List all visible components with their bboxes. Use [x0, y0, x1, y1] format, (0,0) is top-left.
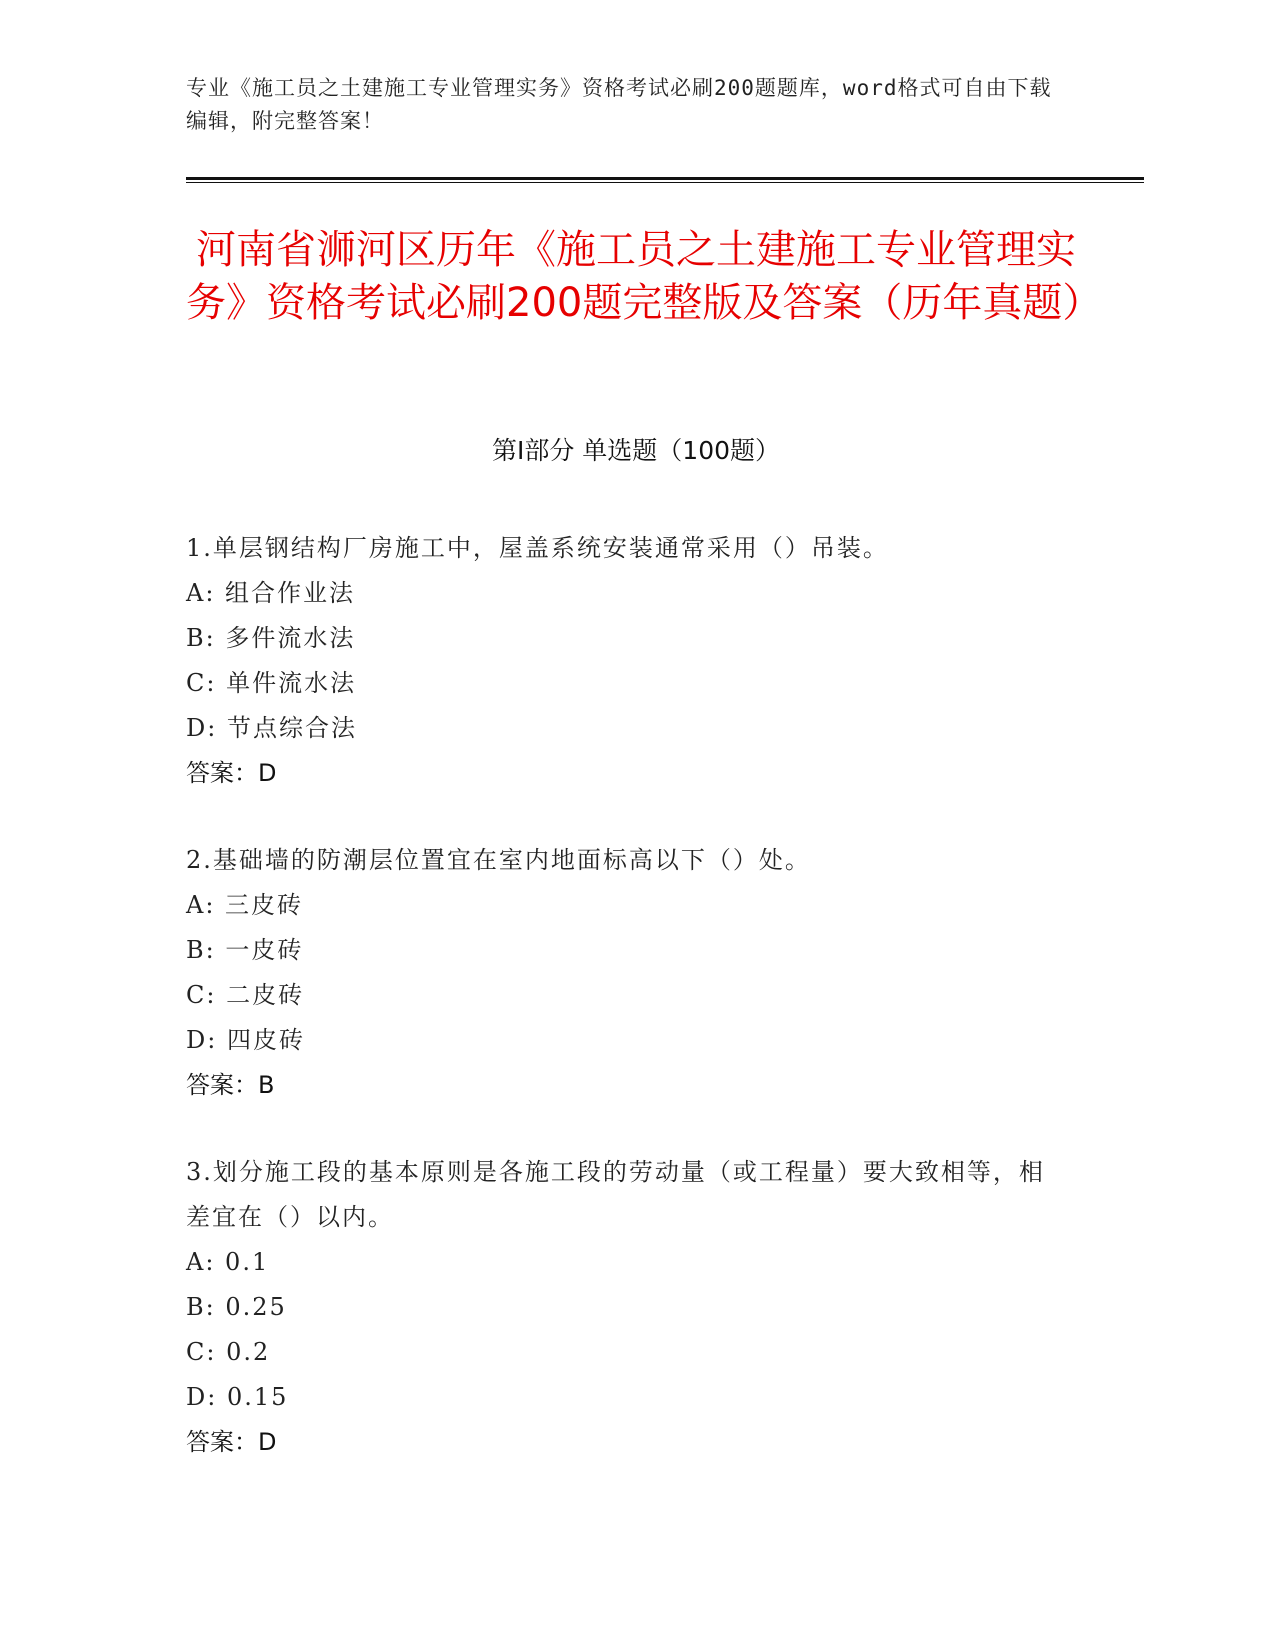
- header-note: 专业《施工员之土建施工专业管理实务》资格考试必刷200题题库，word格式可自由下载编辑，附完整答案！: [186, 76, 1052, 133]
- answer: 答案：D: [186, 759, 277, 787]
- question-1: [186, 526, 1066, 796]
- answer: 答案：B: [186, 1071, 275, 1099]
- header-rule-thin: [186, 182, 1144, 183]
- question-stem: 1.单层钢结构厂房施工中，屋盖系统安装通常采用（）吊装。: [186, 534, 889, 562]
- question-3: [186, 1150, 1066, 1465]
- option-b: B: 一皮砖: [186, 936, 304, 964]
- question-stem: 3.划分施工段的基本原则是各施工段的劳动量（或工程量）要大致相等，相差宜在（）以内。: [186, 1158, 1045, 1231]
- option-b: B: 多件流水法: [186, 624, 356, 652]
- answer: 答案：D: [186, 1428, 277, 1456]
- question-list: [186, 526, 1066, 1507]
- option-d: D: 0.15: [186, 1383, 289, 1411]
- option-d: D: 节点综合法: [186, 714, 357, 742]
- question-stem: 2.基础墙的防潮层位置宜在室内地面标高以下（）处。: [186, 846, 811, 874]
- option-a: A: 组合作业法: [186, 579, 356, 607]
- question-2: [186, 838, 1066, 1108]
- option-c: C: 单件流水法: [186, 669, 357, 697]
- section-heading: 第I部分 单选题（100题）: [491, 436, 781, 465]
- option-c: C: 0.2: [186, 1338, 271, 1366]
- option-c: C: 二皮砖: [186, 981, 305, 1009]
- option-b: B: 0.25: [186, 1293, 287, 1321]
- option-a: A: 0.1: [186, 1248, 270, 1276]
- option-d: D: 四皮砖: [186, 1026, 305, 1054]
- option-a: A: 三皮砖: [186, 891, 304, 919]
- document-title: 河南省浉河区历年《施工员之土建施工专业管理实务》资格考试必刷200题完整版及答案（历年真题）: [186, 227, 1103, 326]
- header-rule-thick: [186, 177, 1144, 180]
